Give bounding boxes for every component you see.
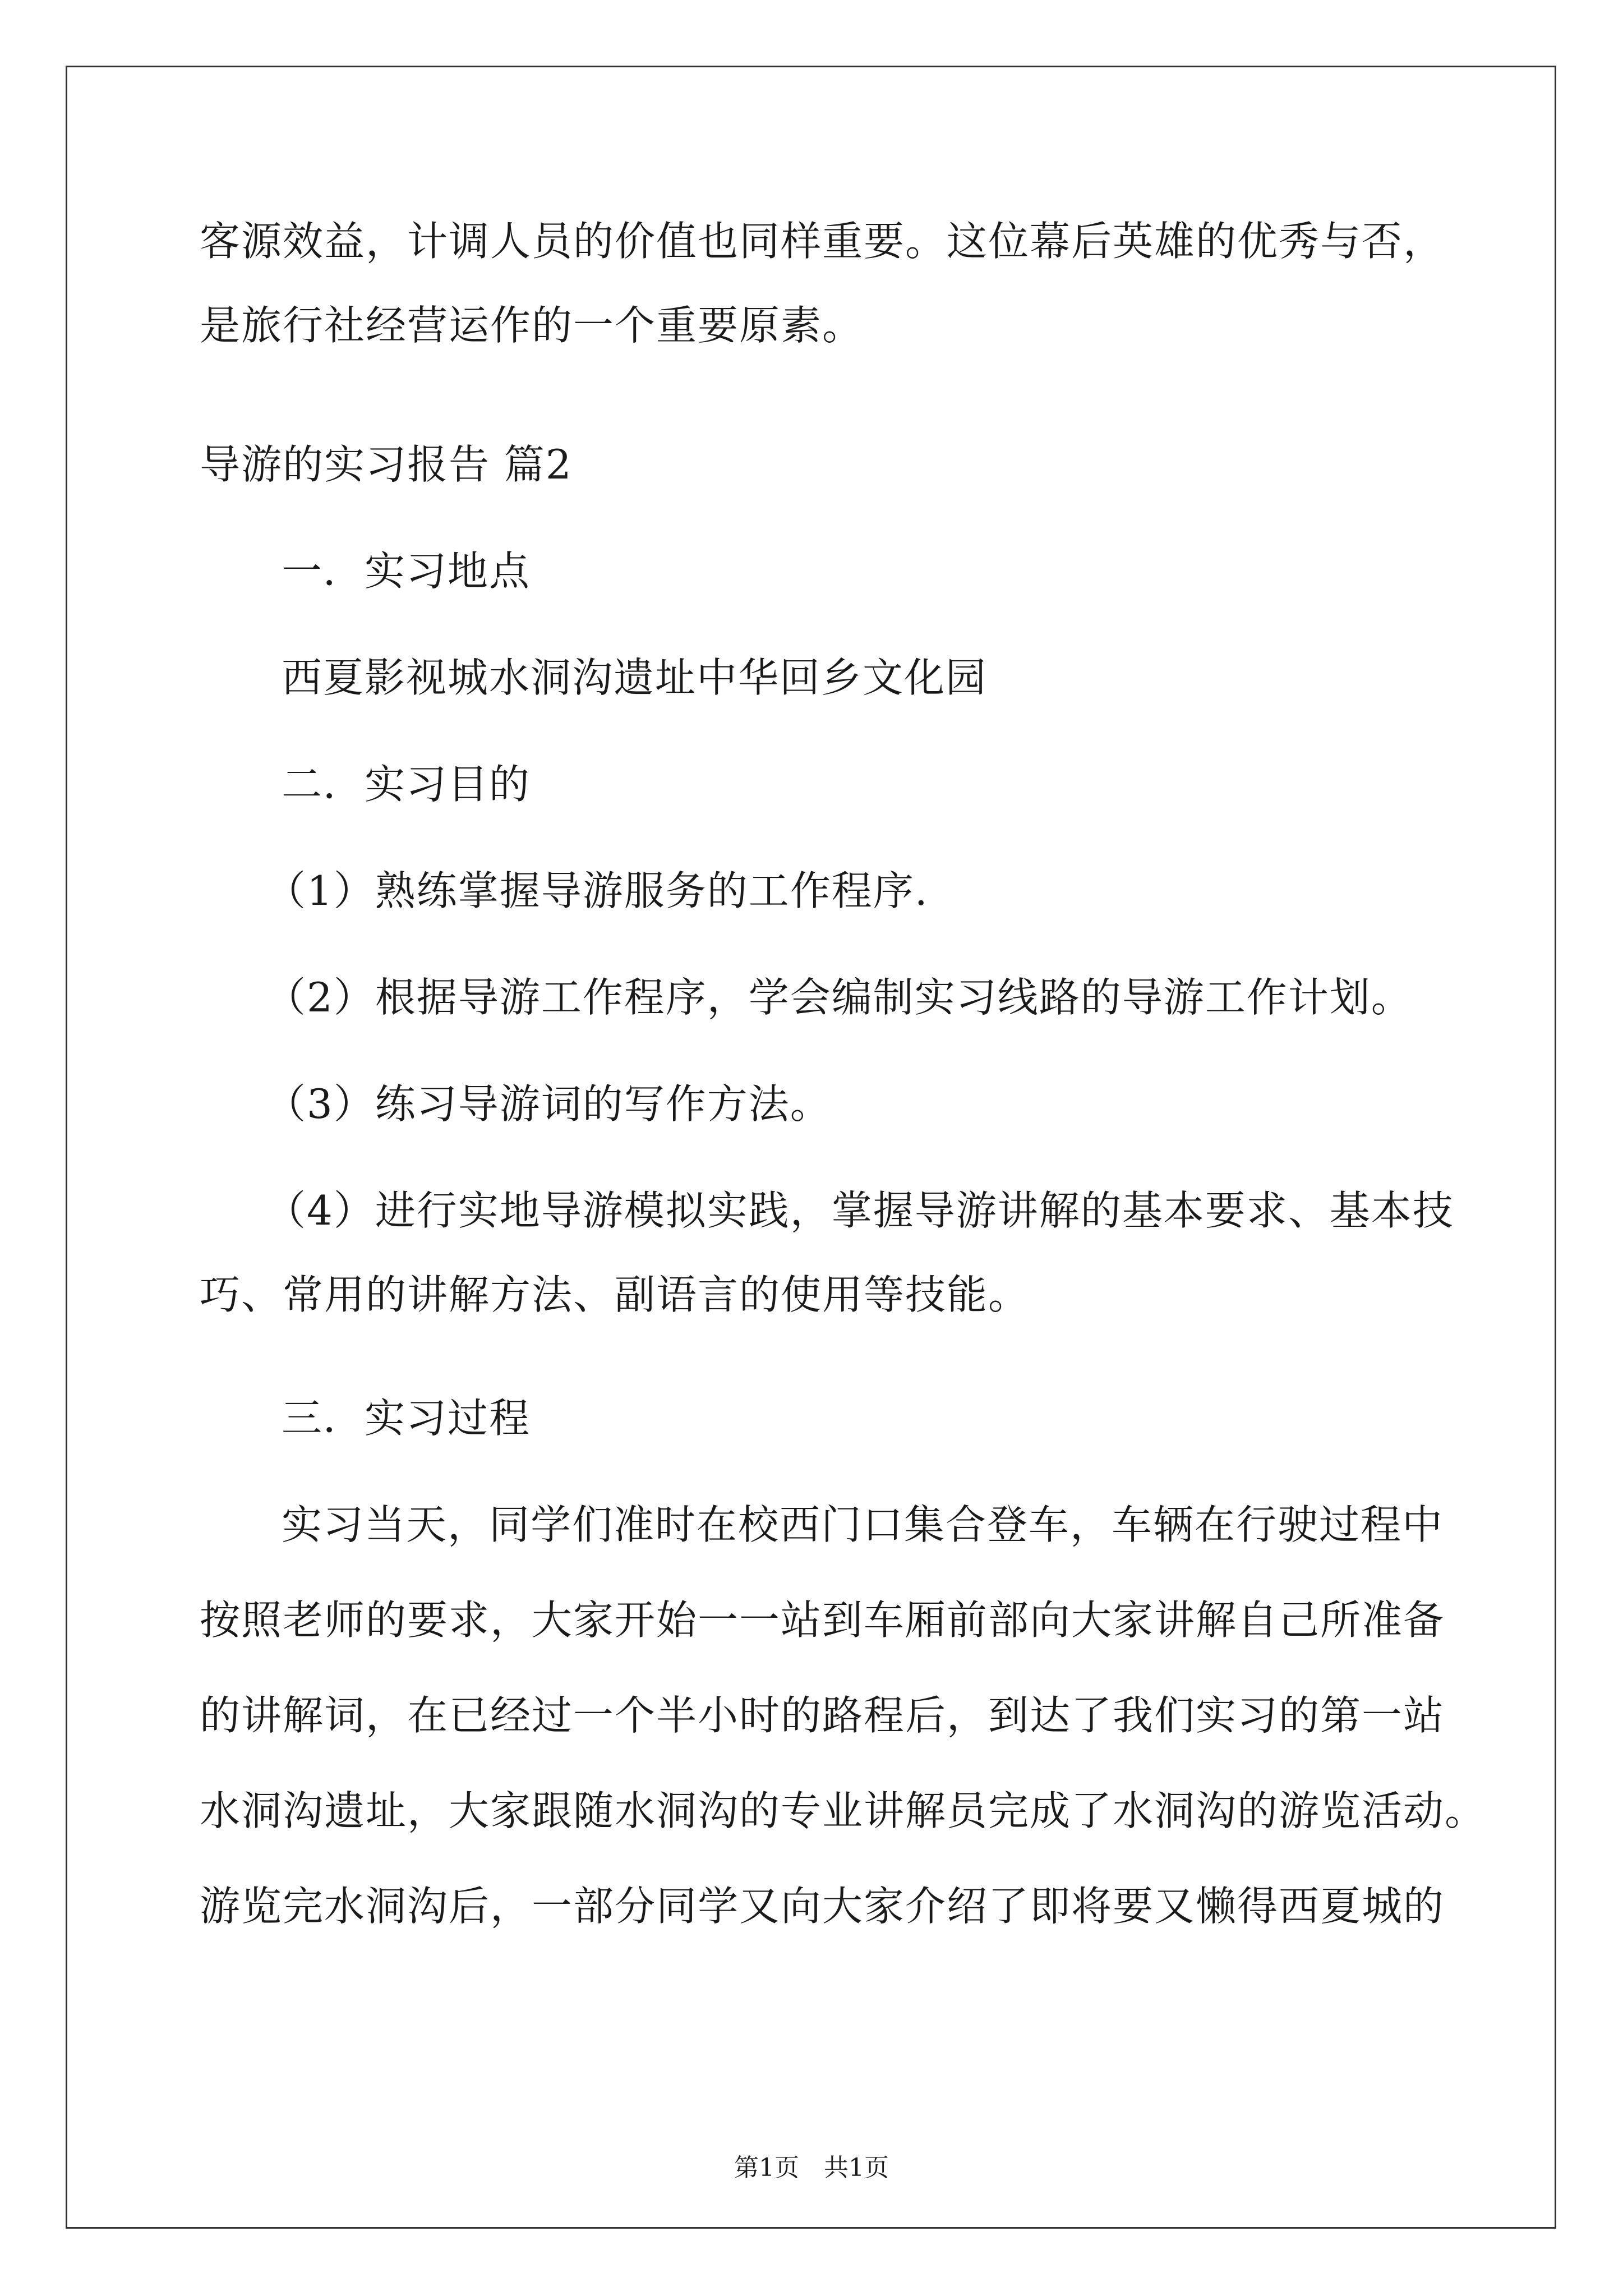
purpose-item-2: （2）根据导游工作程序，学会编制实习线路的导游工作计划。: [265, 974, 1413, 1021]
body-line-1: 客源效益，计调人员的价值也同样重要。这位幕后英雄的优秀与否，: [200, 218, 1445, 265]
process-line-1: 实习当天，同学们准时在校西门口集合登车，车辆在行驶过程中: [282, 1501, 1444, 1548]
purpose-item-3: （3）练习导游词的写作方法。: [265, 1080, 832, 1128]
purpose-item-4-cont: 巧、常用的讲解方法、副语言的使用等技能。: [200, 1271, 1030, 1318]
subheading-purpose: 二．实习目的: [282, 761, 531, 808]
body-line-2: 是旅行社经营运作的一个重要原素。: [200, 302, 864, 349]
process-line-3: 的讲解词，在已经过一个半小时的路程后，到达了我们实习的第一站: [200, 1692, 1445, 1739]
purpose-item-1: （1）熟练掌握导游服务的工作程序.: [265, 867, 929, 914]
process-line-5: 游览完水洞沟后，一部分同学又向大家介绍了即将要又懒得西夏城的: [200, 1883, 1445, 1930]
subheading-location: 一．实习地点: [282, 547, 531, 595]
process-line-2: 按照老师的要求，大家开始一一站到车厢前部向大家讲解自己所准备: [200, 1596, 1445, 1644]
page-footer: 第1页 共1页: [734, 2154, 889, 2182]
location-text: 西夏影视城水洞沟遗址中华回乡文化园: [282, 654, 988, 701]
subheading-process: 三．实习过程: [282, 1395, 531, 1442]
purpose-item-4: （4）进行实地导游模拟实践，掌握导游讲解的基本要求、基本技: [265, 1187, 1454, 1234]
section-heading: 导游的实习报告 篇2: [200, 441, 573, 488]
process-line-4: 水洞沟遗址，大家跟随水洞沟的专业讲解员完成了水洞沟的游览活动。: [200, 1787, 1487, 1834]
